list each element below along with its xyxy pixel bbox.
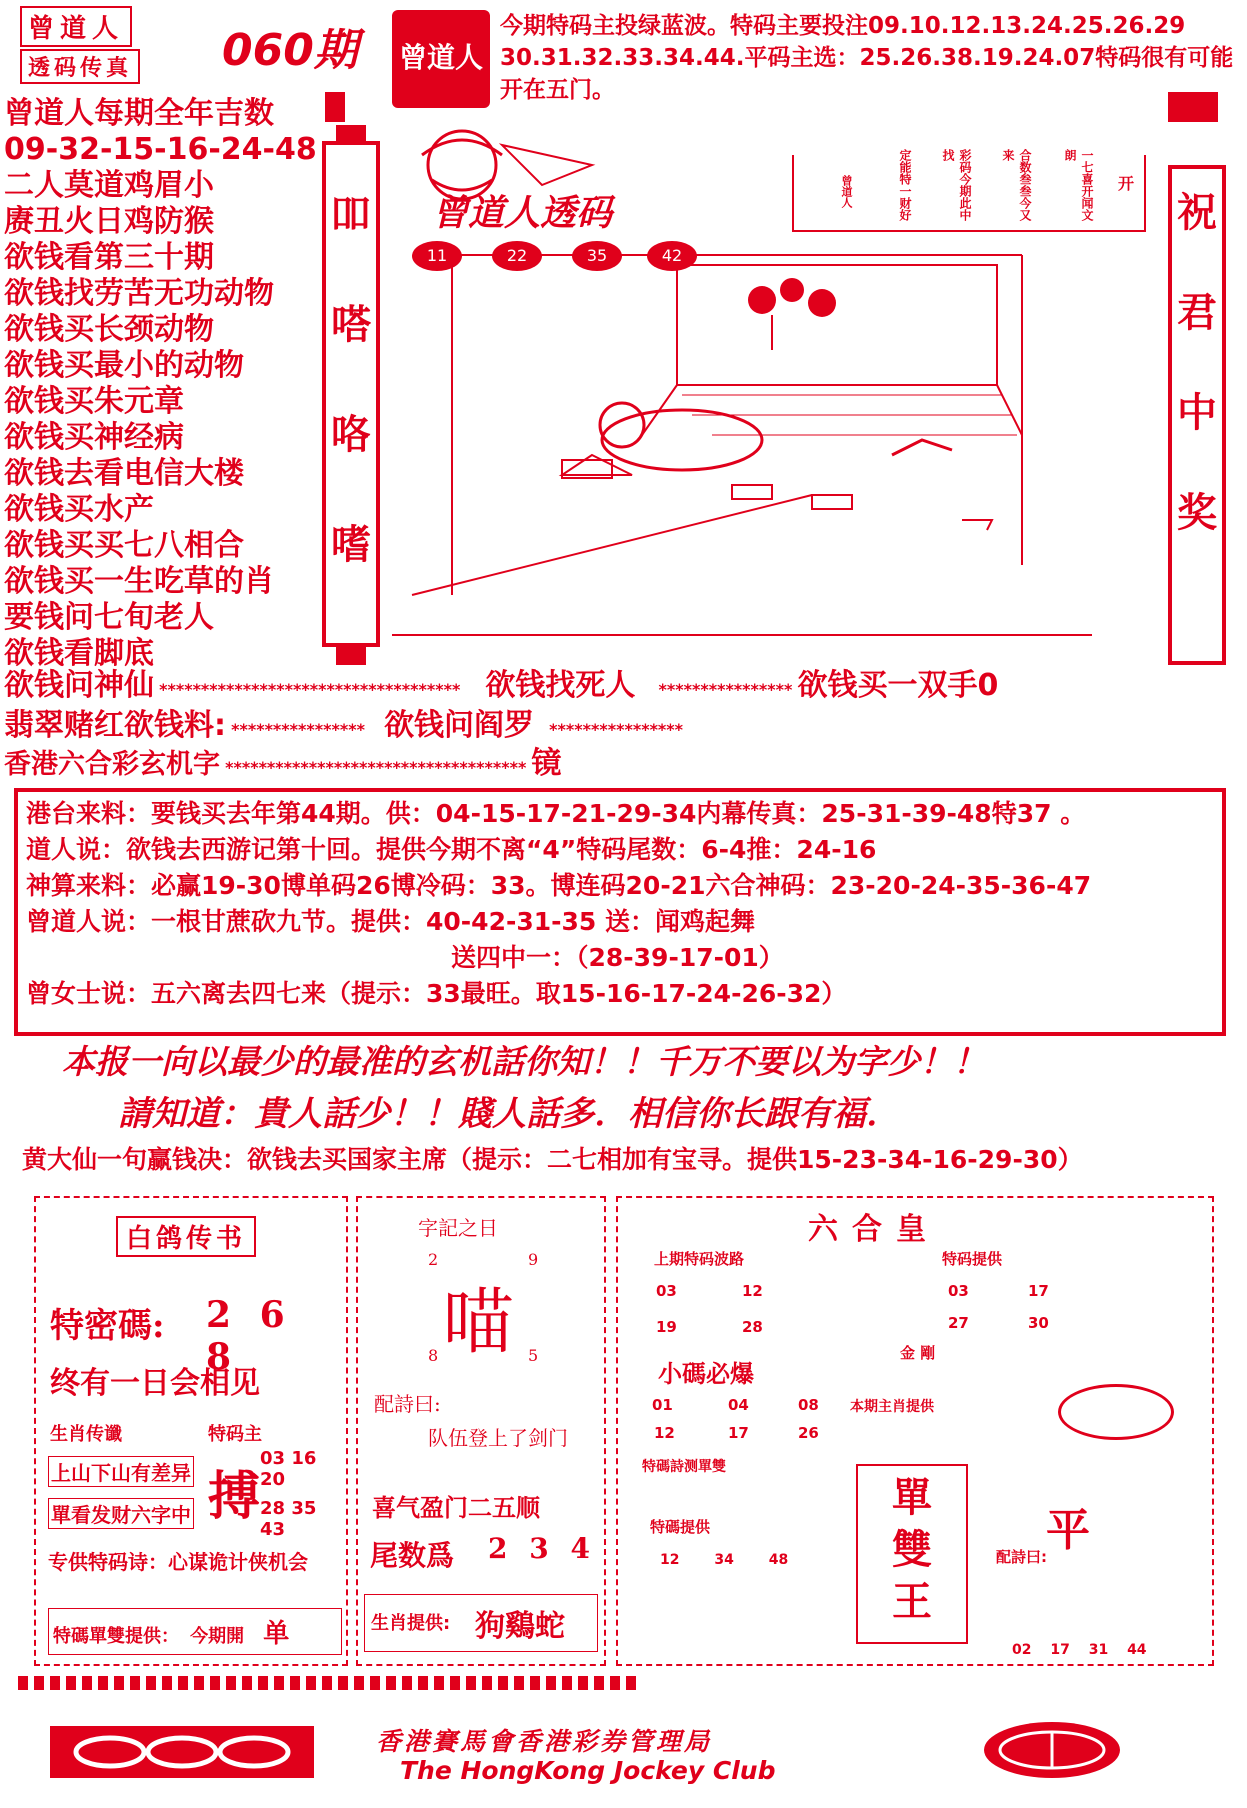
wide-line-1-right: 欲钱买一双手0 bbox=[797, 668, 999, 703]
scroll-left bbox=[322, 125, 380, 665]
tip-line-3: 开在五门。 bbox=[500, 77, 615, 103]
mid-n-top-left: 2 bbox=[428, 1250, 439, 1269]
mid-zodiac-row bbox=[364, 1594, 598, 1652]
panel-left bbox=[34, 1196, 348, 1666]
zodiac-line-2: 單看发财六字中 bbox=[48, 1498, 194, 1529]
last-num: 19 bbox=[656, 1318, 677, 1336]
decorative-strip bbox=[18, 1676, 638, 1690]
left-line: 欲钱买最小的动物 bbox=[4, 348, 244, 383]
brand-line1: 曾道人 bbox=[20, 6, 132, 47]
mid-zodiac-label: 生肖提供: bbox=[371, 1613, 451, 1634]
right-title: 六合皇 bbox=[808, 1212, 940, 1247]
stamp-text: 曾道人 bbox=[398, 41, 483, 74]
scroll-left-char: 吅 bbox=[331, 192, 371, 238]
footer-logo-left bbox=[50, 1726, 314, 1778]
scroll-right-char: 奖 bbox=[1177, 490, 1217, 536]
small-num: 12 bbox=[654, 1424, 675, 1442]
wide-line-3-mid: 镜 bbox=[531, 746, 562, 781]
scroll-right-char: 祝 bbox=[1177, 190, 1217, 236]
mid-big-char: 喵 bbox=[442, 1280, 515, 1364]
small-num: 01 bbox=[652, 1396, 673, 1414]
mid-tail-nums: 2 3 4 bbox=[488, 1532, 596, 1565]
panel-mid bbox=[356, 1196, 606, 1666]
stars: **************** bbox=[549, 720, 684, 739]
left-column bbox=[4, 96, 324, 672]
oval-badge bbox=[1058, 1384, 1174, 1440]
emblem-icon bbox=[984, 1722, 1120, 1778]
scroll-right-char: 君 bbox=[1177, 290, 1217, 336]
special-tag: 特码主 bbox=[208, 1424, 262, 1445]
wide-line-3-left: 香港六合彩玄机字 bbox=[4, 749, 220, 780]
mid-n-bot-left: 8 bbox=[428, 1346, 439, 1365]
zodiac-line-1: 上山下山有差异 bbox=[48, 1456, 194, 1487]
info-line: 道人说：欲钱去西游记第十回。提供今期不离“4”特码尾数：6-4推：24-16 bbox=[26, 835, 877, 864]
left-line: 欲钱买朱元章 bbox=[4, 384, 184, 419]
small-label: 小碼必爆 bbox=[658, 1359, 754, 1388]
scroll-left-char: 嗒 bbox=[331, 302, 371, 348]
left-line: 二人莫道鸡眉小 bbox=[4, 168, 214, 203]
main-label: 本期主肖提供 bbox=[850, 1399, 934, 1415]
lucky-ball: 11 bbox=[412, 241, 462, 271]
mid-tail-label: 尾数爲 bbox=[370, 1539, 455, 1572]
stars: ************************************ bbox=[225, 758, 527, 777]
brand-line2: 透码传真 bbox=[20, 49, 140, 84]
footer-logo-right bbox=[984, 1722, 1120, 1778]
verse-head: 开 bbox=[1117, 174, 1134, 193]
nums-row-2: 28 35 43 bbox=[260, 1498, 317, 1540]
panel-right bbox=[616, 1196, 1214, 1666]
mid-line-a: 喜气盈门二五顺 bbox=[372, 1494, 540, 1522]
wide-line-3 bbox=[4, 746, 561, 783]
left-line: 赓丑火日鸡防猴 bbox=[4, 204, 214, 239]
last-num: 12 bbox=[742, 1282, 763, 1300]
footer-org-en: The HongKong Jockey Club bbox=[400, 1756, 776, 1785]
left-line: 欲钱买买七八相合 bbox=[4, 528, 244, 563]
single-row bbox=[48, 1608, 342, 1655]
tip-num: 27 bbox=[948, 1314, 969, 1332]
verse-col: 曾道人 bbox=[840, 175, 853, 208]
left-line: 要钱问七旬老人 bbox=[4, 600, 214, 635]
left-line: 曾道人每期全年吉数 bbox=[4, 96, 274, 131]
left-line: 欲钱买水产 bbox=[4, 492, 154, 527]
nums-row-1: 03 16 20 bbox=[260, 1448, 317, 1490]
tip-num: 03 bbox=[948, 1282, 969, 1300]
left-line: 欲钱看第三十期 bbox=[4, 240, 214, 275]
small-num: 26 bbox=[798, 1424, 819, 1442]
scroll-right-char: 中 bbox=[1177, 390, 1217, 436]
bottom-nums: 02 17 31 44 bbox=[1012, 1642, 1147, 1658]
info-line: 港台来料：要钱买去年第44期。供：04-15-17-21-29-34内幕传真：25-31-39-48特37 。 bbox=[26, 799, 1086, 828]
wide-line-1-left: 欲钱问神仙 bbox=[4, 668, 154, 703]
zodiac-label: 生肖传谶 bbox=[50, 1424, 122, 1445]
corner-mark-left bbox=[325, 92, 345, 122]
slogan-1: 本报一向以最少的最准的玄机話你知！！千万不要以为字少！！ bbox=[62, 1042, 986, 1081]
poem2-label: 配詩曰: bbox=[996, 1548, 1047, 1566]
small-num: 04 bbox=[728, 1396, 749, 1414]
illustration-title: 曾道人透码 bbox=[432, 192, 613, 234]
stars: **************** bbox=[231, 720, 365, 739]
king-char: 王 bbox=[892, 1578, 932, 1625]
mid-zodiac-value: 狗鷄蛇 bbox=[475, 1609, 565, 1644]
single-value: 单 bbox=[263, 1619, 290, 1649]
left-line: 欲钱买神经病 bbox=[4, 420, 184, 455]
scroll-left-char: 咯 bbox=[331, 412, 371, 458]
left-line: 欲钱找劳苦无功动物 bbox=[4, 276, 274, 311]
info-line: 曾女士说：五六离去四七来（提示：33最旺。取15-16-17-24-26-32） bbox=[26, 979, 847, 1008]
poem-line: 专供特码诗：心谋诡计侠机会 bbox=[48, 1550, 308, 1574]
provide-label: 特碼提供 bbox=[650, 1518, 711, 1536]
stars: ************************************ bbox=[159, 680, 461, 699]
lucky-ball: 22 bbox=[492, 241, 542, 271]
tip-num: 30 bbox=[1028, 1314, 1049, 1332]
info-line: 送四中一：（28-39-17-01） bbox=[451, 943, 784, 972]
wide-line-2 bbox=[4, 708, 683, 744]
verse-frame bbox=[792, 149, 1146, 232]
wong-tai-sin-line: 黄大仙一句赢钱决：欲钱去买国家主席（提示：二七相加有宝寻。提供15-23-34-16-29-30） bbox=[22, 1145, 1083, 1174]
single-mid: 今期開 bbox=[190, 1626, 245, 1647]
mid-title: 字記之日 bbox=[418, 1216, 498, 1240]
illustration bbox=[392, 125, 1162, 645]
wide-line-2-mid: 欲钱问阎罗 bbox=[384, 708, 535, 743]
big-char-right: 平 bbox=[1046, 1505, 1090, 1556]
last-num: 28 bbox=[742, 1318, 763, 1336]
wide-line-2-left: 翡翠赌红欲钱料: bbox=[4, 708, 226, 743]
panel-left-title: 白鸽传书 bbox=[116, 1216, 256, 1257]
stamp-seal bbox=[392, 10, 490, 108]
issue-number: 060期 bbox=[222, 25, 358, 76]
footer-org-cn: 香港賽馬會香港彩券管理局 bbox=[376, 1727, 713, 1756]
single-label: 特碼單雙提供： bbox=[53, 1626, 179, 1647]
left-line: 欲钱买一生吃草的肖 bbox=[4, 564, 274, 599]
info-line: 神算来料：必赢19-30博单码26博冷码：33。博连码20-21六合神码：23-20-24-35-36-47 bbox=[26, 871, 1092, 900]
stars: **************** bbox=[658, 680, 793, 699]
corner-mark-right bbox=[1168, 92, 1218, 122]
scroll-right bbox=[1168, 125, 1226, 665]
small-num: 08 bbox=[798, 1396, 819, 1414]
left-line: 09-32-15-16-24-48 bbox=[4, 132, 317, 167]
king-box bbox=[856, 1464, 968, 1644]
info-box bbox=[14, 788, 1226, 1036]
king-char: 單 bbox=[892, 1474, 932, 1521]
phrase: 终有一日会相见 bbox=[50, 1366, 260, 1401]
tip-num: 17 bbox=[1028, 1282, 1049, 1300]
verse-col: 定能特一财好 bbox=[898, 149, 912, 221]
tip-line-1: 今期特码主投绿蓝波。特码主要投注09.10.12.13.24.25.26.29 bbox=[500, 13, 1186, 39]
king-char: 雙 bbox=[892, 1526, 932, 1573]
verse-col: 合数叁叁今又来 bbox=[1001, 149, 1032, 221]
left-line: 欲钱去看电信大楼 bbox=[4, 456, 244, 491]
lucky-ball: 42 bbox=[647, 241, 697, 271]
small-num: 17 bbox=[728, 1424, 749, 1442]
left-line: 欲钱看脚底 bbox=[4, 636, 154, 671]
left-line: 欲钱买长颈动物 bbox=[4, 312, 214, 347]
provide-nums: 12 34 48 bbox=[660, 1552, 789, 1568]
wide-line-1-mid: 欲钱找死人 bbox=[485, 668, 636, 703]
verse-col: 彩码今期此中找 bbox=[941, 149, 972, 221]
wide-line-1 bbox=[4, 668, 998, 704]
special-label: 特密碼: bbox=[50, 1306, 165, 1346]
mid-n-bot-right: 5 bbox=[528, 1346, 539, 1365]
last-label: 上期特码波路 bbox=[654, 1250, 745, 1268]
tip-label: 特码提供 bbox=[942, 1250, 1003, 1268]
big-char: 搏 bbox=[208, 1467, 261, 1527]
scroll-left-char: 嗜 bbox=[331, 522, 371, 568]
header-tips bbox=[500, 10, 1240, 106]
mid-n-top-right: 9 bbox=[528, 1250, 539, 1269]
slogan-2: 請知道：貴人話少！！賤人話多．相信你长跟有福． bbox=[118, 1094, 900, 1134]
mid-poem-label: 配詩曰: bbox=[374, 1392, 441, 1416]
verse-col: 一七喜开闻文朗 bbox=[1063, 149, 1094, 221]
special-nums: 2 6 8 bbox=[206, 1294, 293, 1378]
info-line: 曾道人说：一根甘蔗砍九节。提供：40-42-31-35 送：闻鸡起舞 bbox=[26, 907, 755, 936]
lucky-ball: 35 bbox=[572, 241, 622, 271]
poem-label: 特碼詩测單雙 bbox=[642, 1459, 726, 1475]
gold-label: 金 剛 bbox=[900, 1344, 936, 1362]
mid-poem: 队伍登上了剑门 bbox=[428, 1426, 568, 1450]
brand-logo bbox=[20, 6, 190, 81]
last-num: 03 bbox=[656, 1282, 677, 1300]
tip-line-2: 30.31.32.33.34.44.平码主选：25.26.38.19.24.07特码很有可能 bbox=[500, 45, 1234, 71]
knot-icon bbox=[50, 1726, 314, 1778]
